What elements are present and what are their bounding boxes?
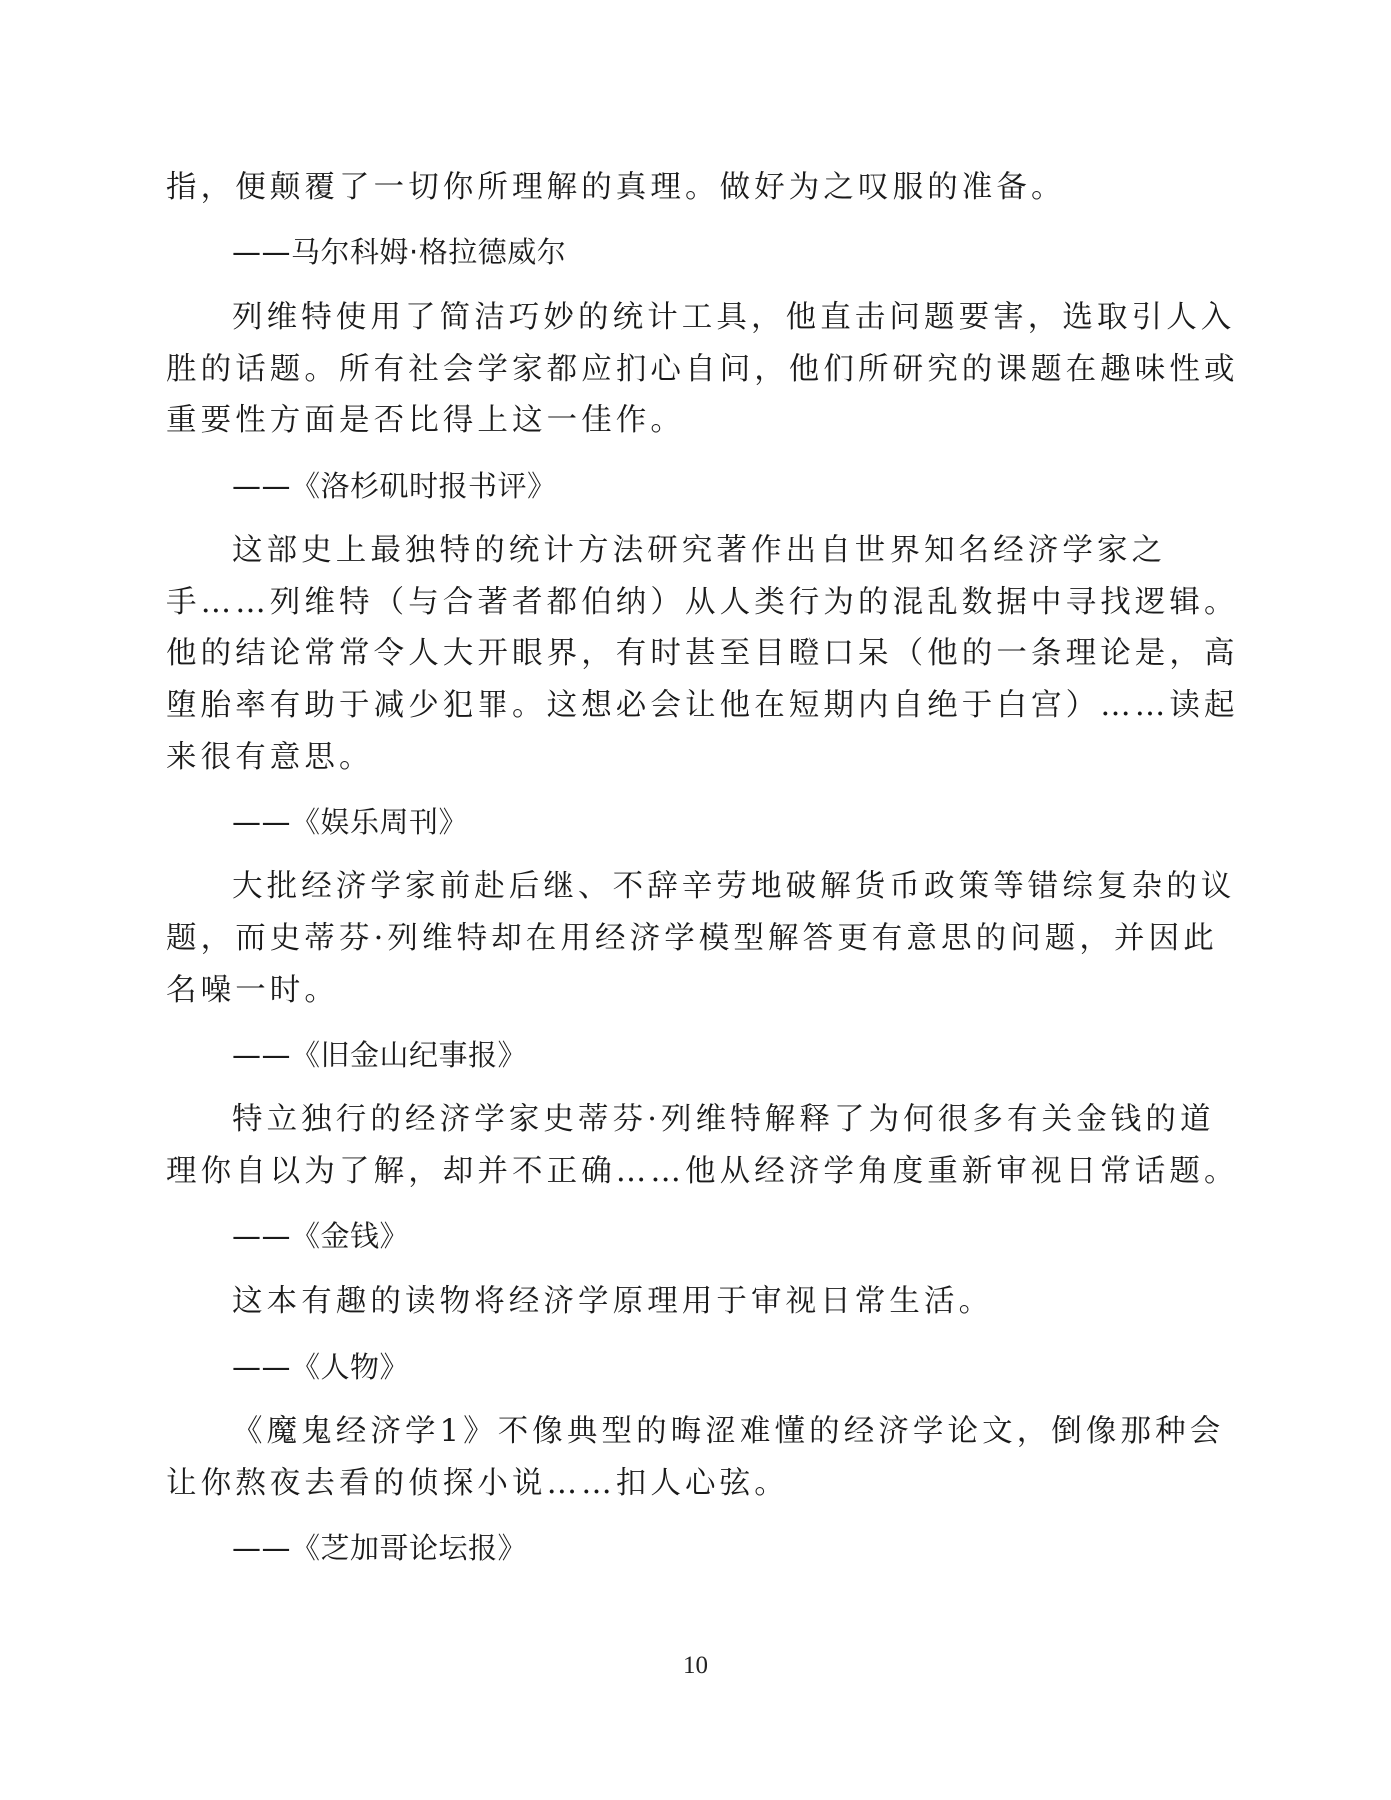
- blurb-attribution: ——《娱乐周刊》: [232, 805, 469, 839]
- blurb-text-line: 《魔鬼经济学1》不像典型的晦涩难懂的经济学论文，倒像那种会: [232, 1414, 1225, 1449]
- blurb-text-line: 这部史上最独特的统计方法研究著作出自世界知名经济学家之: [232, 533, 1167, 568]
- blurb-text-line: 大批经济学家前赴后继、不辞辛劳地破解货币政策等错综复杂的议: [232, 869, 1236, 904]
- page-number: 10: [683, 1652, 708, 1679]
- blurb-text-line: 名噪一时。: [166, 973, 339, 1008]
- blurb-text-line: 题，而史蒂芬·列维特却在用经济学模型解答更有意思的问题，并因此: [166, 921, 1218, 956]
- blurb-text-line: 重要性方面是否比得上这一佳作。: [166, 403, 685, 438]
- blurb-attribution: ——马尔科姆·格拉德威尔: [232, 235, 567, 269]
- blurb-text-line: 理你自以为了解，却并不正确……他从经济学角度重新审视日常话题。: [166, 1154, 1239, 1189]
- blurb-text-line: 让你熬夜去看的侦探小说……扣人心弦。: [166, 1466, 789, 1501]
- blurb-text-line: 指，便颠覆了一切你所理解的真理。做好为之叹服的准备。: [166, 170, 1066, 205]
- blurb-text-line: 列维特使用了简洁巧妙的统计工具，他直击问题要害，选取引人入: [232, 300, 1236, 335]
- blurb-text-line: 他的结论常常令人大开眼界，有时甚至目瞪口呆（他的一条理论是，高: [166, 636, 1239, 671]
- blurb-text-line: 来很有意思。: [166, 740, 374, 775]
- blurb-text-line: 特立独行的经济学家史蒂芬·列维特解释了为何很多有关金钱的道: [232, 1102, 1215, 1137]
- blurb-text-line: 手……列维特（与合著者都伯纳）从人类行为的混乱数据中寻找逻辑。: [166, 585, 1239, 620]
- blurb-attribution: ——《人物》: [232, 1350, 410, 1384]
- blurb-attribution: ——《旧金山纪事报》: [232, 1038, 528, 1072]
- blurb-attribution: ——《金钱》: [232, 1219, 410, 1253]
- blurb-text-line: 胜的话题。所有社会学家都应扪心自问，他们所研究的课题在趣味性或: [166, 352, 1239, 387]
- blurb-attribution: ——《洛杉矶时报书评》: [232, 469, 557, 503]
- blurb-attribution: ——《芝加哥论坛报》: [232, 1531, 528, 1565]
- blurb-text-line: 堕胎率有助于减少犯罪。这想必会让他在短期内自绝于白宫）……读起: [166, 688, 1239, 723]
- blurb-text-line: 这本有趣的读物将经济学原理用于审视日常生活。: [232, 1284, 994, 1319]
